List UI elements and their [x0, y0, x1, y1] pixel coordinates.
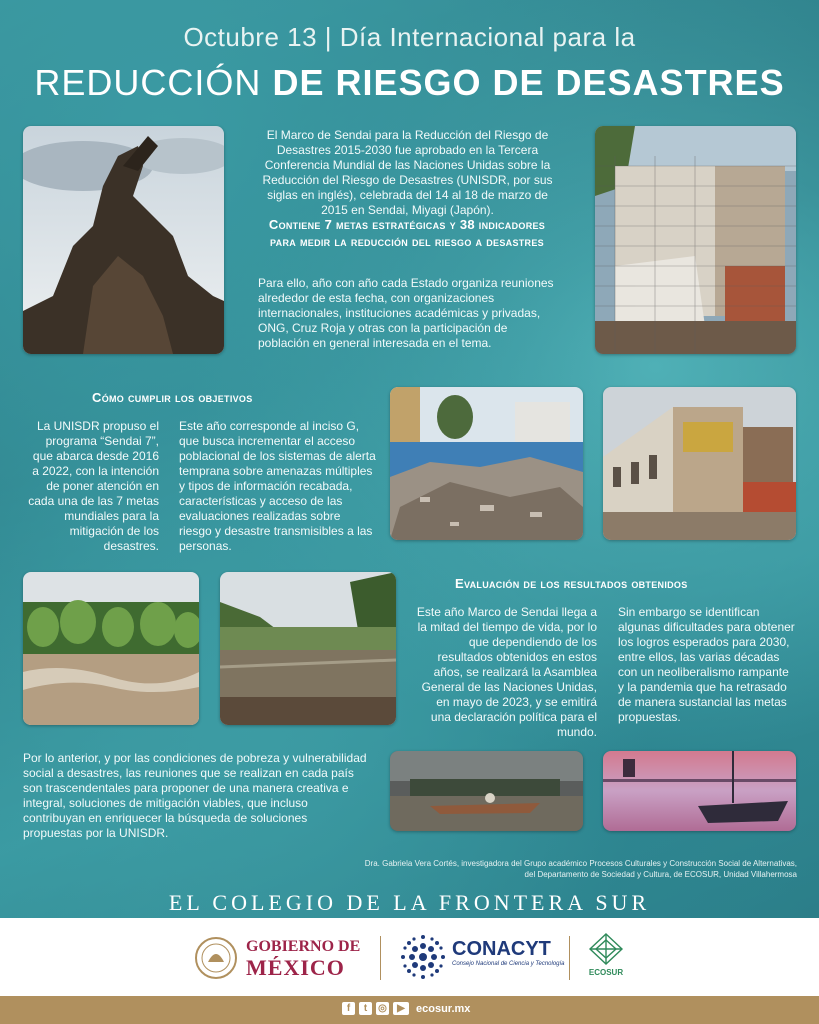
- youtube-icon[interactable]: ▶: [393, 1002, 409, 1015]
- mexico-seal-icon: [194, 936, 238, 980]
- conacyt-subtitle: Consejo Nacional de Ciencia y Tecnología: [452, 961, 565, 967]
- title-light: REDUCCIÓN: [34, 62, 262, 103]
- objetivos-heading: Cómo cumplir los objetivos: [92, 390, 253, 405]
- twitter-icon[interactable]: t: [359, 1002, 372, 1015]
- objetivos-right-text: Este año corresponde al inciso G, que busca incrementar el acceso poblacional de los sistemas de alerta temprana sobre amenazas múltiples y tipos de información recabada, características y acceso de las evaluaciones realizadas sobre riesgo y desastre transmisibles a las personas.: [179, 419, 376, 553]
- instagram-icon[interactable]: ◎: [376, 1002, 389, 1015]
- river-photo: [220, 572, 396, 725]
- evaluacion-right-text: Sin embargo se identifican algunas dificultades para obtener los logros esperados para 2030, entre ellos, las varias décadas con un neoliberalismo rampante y la pandemia que ha retrasado de manera sustancial las metas propuestas.: [618, 605, 795, 724]
- gobierno-line-1: GOBIERNO DE: [246, 938, 361, 955]
- ecosur-label: ECOSUR: [588, 968, 624, 977]
- evaluacion-left-text: Este año Marco de Sendai llega a la mitad del tiempo de vida, por lo que dependiendo de los resultados obtenidos en estos años, se realizará la Asamblea General de las Naciones Unidas, en mayo de 2023, y se emitirá una declaración política para el mundo.: [416, 605, 597, 739]
- logo-divider-1: [380, 936, 381, 980]
- institution-name: EL COLEGIO DE LA FRONTERA SUR: [168, 890, 651, 915]
- rubble-photo: [390, 387, 583, 540]
- evaluacion-heading: Evaluación de los resultados obtenidos: [455, 576, 688, 591]
- title-bold-1: DE RIESGO DE: [272, 62, 545, 103]
- website-link[interactable]: ecosur.mx: [416, 1002, 471, 1015]
- statue-photo: [23, 126, 224, 354]
- facebook-icon[interactable]: f: [342, 1002, 355, 1015]
- title-bold-2: DESASTRES: [555, 62, 785, 103]
- logo-bar: [0, 918, 819, 996]
- intro-paragraph-2: Para ello, año con año cada Estado organiza reuniones alrededor de esta fecha, con organizaciones internacionales, instituciones académicas y privadas, ONG, Cruz Roja y otras con la participación de población en general interesada en el tema.: [258, 276, 554, 350]
- objetivos-left-text: La UNISDR propuso el programa “Sendai 7”, que abarca desde 2016 a 2022, con la intención de poner atención en cada una de las 7 metas mundiales para la mitigación de los desastres.: [28, 419, 159, 553]
- conclusion-text: Por lo anterior, y por las condiciones de pobreza y vulnerabilidad social a desastres, las reuniones que se realizan en cada país son trascendentales para proponer de una manera creativa e integral, soluciones de mitigación viables, que incluso contribuyan en enriquecer la búsqueda de soluciones propuestas por la UNISDR.: [23, 751, 367, 840]
- flood-boat-photo: [390, 751, 583, 831]
- gobierno-line-2: MÉXICO: [246, 955, 345, 980]
- intro-paragraph: El Marco de Sendai para la Reducción del Riesgo de Desastres 2015-2030 fue aprobado en la Tercera Conferencia Mundial de las Naciones Unidas sobre la Reducción del Riesgo de Desastres (UNISDR, por sus siglas en inglés), celebrada del 14 al 18 de marzo de 2015 en Sendai, Miyagi (Japón).: [262, 128, 553, 217]
- credit-line-1: Dra. Gabriela Vera Cortés, investigadora del Grupo académico Procesos Culturales y Construcción Social de Alternativas,: [364, 859, 797, 868]
- sunset-boat-photo: [603, 751, 796, 831]
- flooded-field-photo: [23, 572, 199, 725]
- conacyt-dots-icon: [400, 934, 446, 980]
- page-title: [0, 62, 819, 104]
- gobierno-logo: [246, 938, 360, 980]
- conacyt-name: CONACYT: [452, 938, 551, 960]
- credit-line-2: del Departamento de Sociedad y Cultura, de ECOSUR, Unidad Villahermosa: [524, 870, 797, 879]
- date-line: Octubre 13 | Día Internacional para la: [183, 22, 636, 52]
- conacyt-logo: [452, 938, 565, 969]
- damaged-wall-photo: [595, 126, 796, 354]
- goals-highlight: Contiene 7 metas estratégicas y 38 indicadores para medir la reducción del riesgo a desastres: [268, 217, 546, 249]
- author-credit: [237, 858, 797, 880]
- damaged-building-photo: [603, 387, 796, 540]
- social-bar: [0, 996, 819, 1024]
- logo-divider-2: [569, 936, 570, 980]
- social-links: [342, 1002, 470, 1015]
- ecosur-emblem-icon: [586, 932, 626, 966]
